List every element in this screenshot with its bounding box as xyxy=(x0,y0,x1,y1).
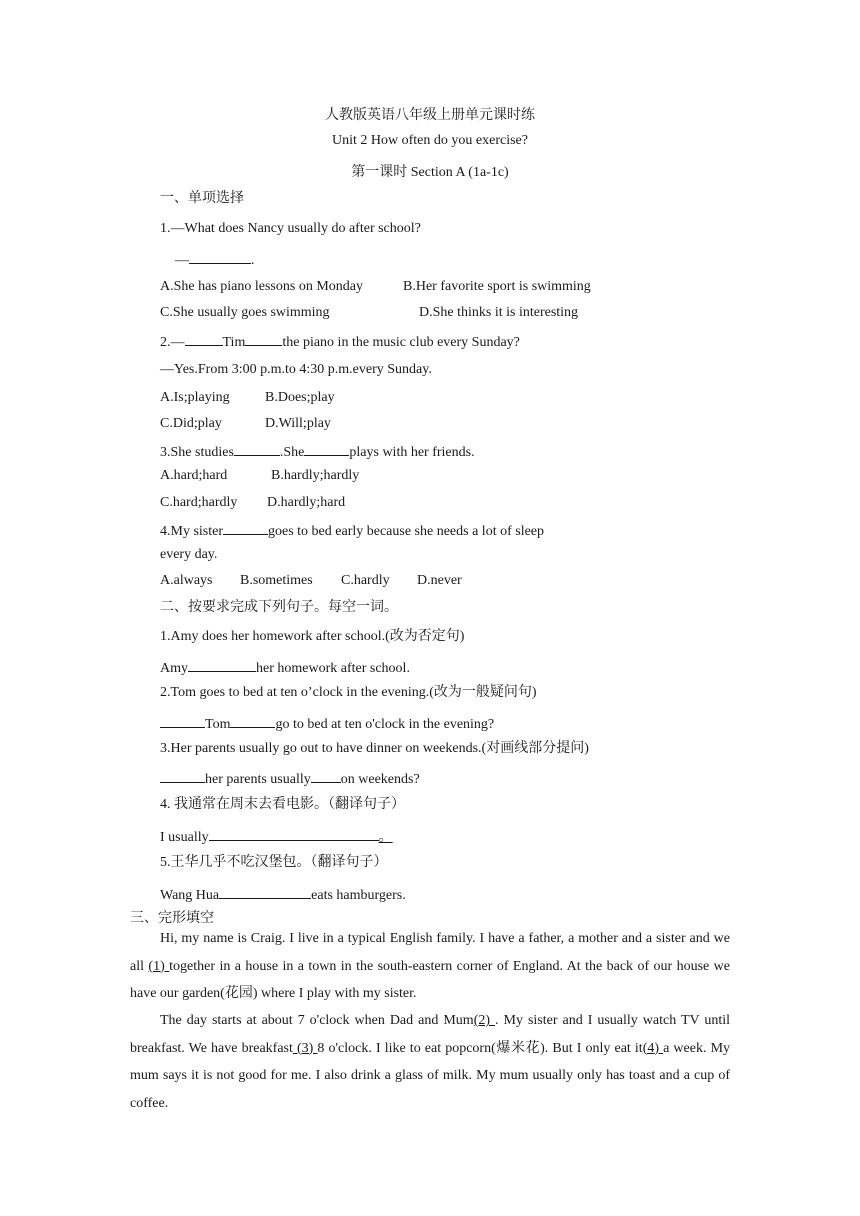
cloze-blank-4[interactable]: (4) xyxy=(642,1040,664,1056)
s1-text-2: her homework after school. xyxy=(256,661,410,676)
q1-dash: — xyxy=(175,253,189,268)
q4-blank[interactable] xyxy=(223,520,268,535)
q4-text-2: goes to bed early because she needs a lot of sleep xyxy=(268,524,545,539)
s3-text-2: her parents usually xyxy=(205,772,311,787)
s1-answer xyxy=(160,657,410,678)
q2-option-b: B.Does;play xyxy=(265,390,335,405)
s3-text-3: on weekends? xyxy=(340,772,420,787)
s4-blank[interactable] xyxy=(209,826,379,841)
s2-blank-2[interactable] xyxy=(230,713,275,728)
para1-text-1: Hi, my name is Craig. I live in a typical English family. I have a father, a mother and a sister and we all xyxy=(130,931,730,974)
q1-option-d: D.She thinks it is interesting xyxy=(419,305,579,320)
q2-option-d: D.Will;play xyxy=(265,416,331,431)
s1-text-1: Amy xyxy=(160,661,188,676)
s4-text-1: I usually xyxy=(160,830,209,845)
q2-option-a: A.Is;playing xyxy=(160,390,230,405)
s4-answer xyxy=(160,826,393,847)
s5-answer xyxy=(160,884,406,905)
s2-question: 2.Tom goes to bed at ten o’clock in the evening.(改为一般疑问句) xyxy=(160,685,537,700)
para2-text-4: a week. My mum says it is not good for me. I also drink a glass of milk. My mum usually only has toast and a cup of coffee. xyxy=(130,1040,731,1111)
q1-option-b: B.Her favorite sport is swimming xyxy=(403,279,591,294)
part3-heading: 三、完形填空 xyxy=(130,911,214,926)
s2-blank-1[interactable] xyxy=(160,713,205,728)
s1-blank[interactable] xyxy=(188,657,256,672)
part1-heading: 一、单项选择 xyxy=(160,191,244,206)
q3-stem xyxy=(160,441,475,462)
cloze-paragraph-1 xyxy=(130,925,730,1008)
cloze-blank-3[interactable]: (3) xyxy=(292,1040,318,1056)
cloze-paragraph-2 xyxy=(130,1007,730,1117)
s3-blank-2[interactable] xyxy=(311,768,341,783)
q2-text-2: Tim xyxy=(222,335,246,350)
q2-text-3: the piano in the music club every Sunday? xyxy=(282,335,520,350)
q1-option-a: A.She has piano lessons on Monday xyxy=(160,279,363,294)
q2-blank-1[interactable] xyxy=(185,331,223,346)
para1-text-2: together in a house in a town in the south-eastern corner of England. At the back of our house we have our garden(花园) where I play with my sister. xyxy=(130,958,730,1001)
part2-heading: 二、按要求完成下列句子。每空一词。 xyxy=(160,600,398,615)
s5-blank[interactable] xyxy=(219,884,311,899)
q1-option-c: C.She usually goes swimming xyxy=(160,305,330,320)
s2-answer xyxy=(160,713,494,734)
lesson-title: 第一课时 Section A (1a-1c) xyxy=(351,165,509,180)
q2-blank-2[interactable] xyxy=(245,331,282,346)
para2-text-3: 8 o'clock. I like to eat popcorn(爆米花). But I only eat it xyxy=(317,1040,643,1056)
q4-option-a: A.always xyxy=(160,573,213,588)
s3-question: 3.Her parents usually go out to have dinner on weekends.(对画线部分提问) xyxy=(160,741,589,756)
worksheet-title: 人教版英语八年级上册单元课时练 xyxy=(325,108,535,123)
q1-period: . xyxy=(251,253,255,268)
q3-text-1: 3.She studies xyxy=(160,445,234,460)
para2-text-2: . My sister and I usually watch TV until breakfast. We have breakfast xyxy=(130,1013,731,1056)
para2-text-1: The day starts at about 7 o'clock when Dad and Mum xyxy=(160,1013,474,1028)
q4-option-c: C.hardly xyxy=(341,573,390,588)
s3-answer xyxy=(160,768,420,789)
s5-text-2: eats hamburgers. xyxy=(311,888,406,903)
q3-blank-1[interactable] xyxy=(234,441,280,456)
q2-option-c: C.Did;play xyxy=(160,416,222,431)
unit-title: Unit 2 How often do you exercise? xyxy=(332,133,528,148)
q4-stem xyxy=(160,520,544,541)
q1-stem: 1.—What does Nancy usually do after school? xyxy=(160,221,421,236)
s2-text-2: Tom xyxy=(205,717,231,732)
q3-blank-2[interactable] xyxy=(304,441,349,456)
q4-text-1: 4.My sister xyxy=(160,524,223,539)
q1-blank[interactable] xyxy=(189,249,251,264)
s2-text-3: go to bed at ten o'clock in the evening? xyxy=(275,717,495,732)
q3-option-b: B.hardly;hardly xyxy=(271,468,360,483)
q3-option-a: A.hard;hard xyxy=(160,468,228,483)
q2-text-1: 2.— xyxy=(160,335,185,350)
q2-stem xyxy=(160,331,520,352)
q4-stem-cont: every day. xyxy=(160,547,218,562)
s4-question: 4. 我通常在周末去看电影。（翻译句子） xyxy=(160,797,405,812)
s4-text-2: 。 xyxy=(378,830,393,845)
q3-option-c: C.hard;hardly xyxy=(160,495,238,510)
q4-option-b: B.sometimes xyxy=(240,573,313,588)
cloze-blank-2[interactable]: (2) xyxy=(473,1013,496,1028)
q1-answer-line xyxy=(175,249,255,270)
s5-text-1: Wang Hua xyxy=(160,888,220,903)
s1-question: 1.Amy does her homework after school.(改为否定句) xyxy=(160,629,465,644)
s3-blank-1[interactable] xyxy=(160,768,205,783)
cloze-blank-1[interactable]: (1) xyxy=(148,958,170,974)
q2-reply: —Yes.From 3:00 p.m.to 4:30 p.m.every Sunday. xyxy=(160,362,432,377)
q3-text-2: .She xyxy=(279,445,305,460)
q3-option-d: D.hardly;hard xyxy=(267,495,346,510)
q3-text-3: plays with her friends. xyxy=(349,445,475,460)
s5-question: 5.王华几乎不吃汉堡包。（翻译句子） xyxy=(160,855,388,870)
q4-option-d: D.never xyxy=(417,573,462,588)
